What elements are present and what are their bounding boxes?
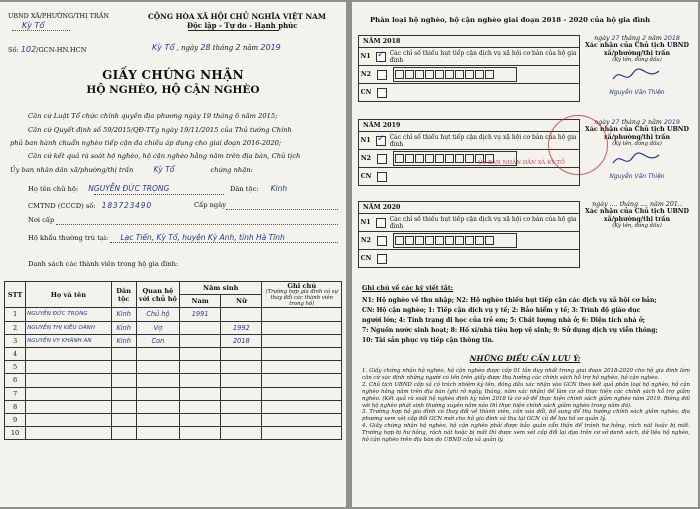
issue-place: Kỳ Tổ [152,43,175,52]
abbrev-line-5: 10: Tài sản phục vụ tiếp cận thông tin. [362,337,494,344]
confirm-title-2018: Xác nhận của Chủ tịch UBND xã/phường/thị trấn [585,42,689,57]
confirm-block-2018 [580,35,694,96]
agency-name-handwritten: Kỳ Tổ [22,21,45,30]
deficit-box[interactable] [455,70,464,79]
signature-2019 [607,149,667,171]
deficit-box[interactable] [395,236,404,245]
basis-line-2: Căn cứ Quyết định số 59/2015/QĐ-TTg ngày 19/11/2015 của Thủ tướng Chính [28,126,292,134]
cell-note [262,400,342,413]
year-box-2020 [358,201,580,268]
cell-name: NGUYỄN THỊ KIỀU OANH [26,321,112,334]
cell-ethnic [111,347,136,360]
certificate-subtitle: HỘ NGHÈO, HỘ CẬN NGHÈO [86,84,260,96]
signature-2018 [607,65,667,87]
number-handwritten: 102 [20,45,37,54]
deficit-box[interactable] [475,70,484,79]
n2-label: N2 [360,237,372,244]
year-value: 201.. [665,201,682,208]
day-value: 27 [611,119,620,126]
residence-row [28,233,285,242]
n1-checkbox-2019[interactable]: ✓ [377,133,385,144]
cell-note [262,374,342,387]
n1-label: N1 [360,53,371,60]
certificate-number-label [8,45,86,54]
cell-ethnic [111,400,136,413]
cell-relation: Vợ [136,321,179,334]
year-box-2018 [358,35,580,102]
cell-stt: 2 [5,321,26,334]
row-cn-2018 [359,84,579,101]
cell-male [180,427,221,440]
basis-line-5 [10,165,253,174]
deficit-box[interactable] [485,70,494,79]
deficit-box[interactable] [445,154,454,163]
deficit-box[interactable] [425,154,434,163]
issue-date-line [152,43,281,52]
ethnic-row [230,184,287,193]
cell-ethnic [111,413,136,426]
number-suffix: /GCN-HN.HCN [36,46,87,54]
col-note-sub: (Trường hợp gia đình có sự thay đổi các thành viên trong hộ) [265,288,338,307]
n1-checkbox-2018[interactable]: ✓ [377,49,385,60]
cell-name: NGUYỄN VY KHÁNH AN [26,334,112,347]
agency-underline [12,30,70,31]
cn-checkbox-2020[interactable] [377,254,387,264]
cell-male [180,334,221,347]
agency-label: UBND XÃ/PHƯỜNG/THỊ TRẤN [8,12,109,20]
year-label-2018: NĂM 2018 [359,36,579,48]
cell-female [221,427,262,440]
residence-label: Hộ khẩu thường trú tại: [28,234,109,242]
table-row [5,334,342,347]
n1-label: N1 [360,137,371,144]
deficit-box[interactable] [405,70,414,79]
deficit-box[interactable] [475,236,484,245]
cell-relation [136,413,179,426]
place-label: Nơi cấp [28,216,55,224]
cell-stt: 1 [5,308,26,321]
cell-note [262,361,342,374]
abbrev-line-4: 7: Nguồn nước sinh hoạt; 8: Hố xí/nhà tiêu hợp vệ sinh; 9: Sử dụng dịch vụ viễn thông; [362,327,658,334]
cell-female [221,387,262,400]
cell-relation [136,361,179,374]
deficit-box[interactable] [445,236,454,245]
row-n1-2018 [359,48,579,66]
cell-stt: 8 [5,400,26,413]
date-label: ngày [594,35,610,42]
cell-male [180,361,221,374]
table-row [5,400,342,413]
cell-ethnic: Kinh [111,308,136,321]
month-label: tháng [621,35,640,42]
ethnic-label: Dân tộc: [230,185,259,193]
cell-relation [136,387,179,400]
deficit-box[interactable] [395,70,404,79]
deficit-box[interactable] [445,70,454,79]
classification-header: Phân loại hộ nghèo, hộ cận nghèo giai đoạn 2018 - 2020 của hộ gia đình [370,16,651,24]
confirm-title-2019: Xác nhận của Chủ tịch UBND xã/phường/thị trấn [585,126,689,141]
deficit-box[interactable] [415,236,424,245]
cell-stt: 4 [5,347,26,360]
deficit-text-2018: Các chỉ số thiếu hụt tiếp cận dịch vụ xã hội cơ bản của hộ gia đình [389,49,577,64]
sign-note-2018: (Ký tên, đóng dấu) [612,57,662,63]
deficit-box[interactable] [485,236,494,245]
basis-line-4: Căn cứ kết quả rà soát hộ nghèo, hộ cận nghèo hằng năm trên địa bàn, Chủ tịch [28,152,301,160]
n2-checkbox-2018[interactable] [377,70,387,80]
deficit-box[interactable] [405,236,414,245]
row-n2-2018 [359,66,579,84]
deficit-box[interactable] [465,70,474,79]
year-value: 2018 [663,35,680,42]
cell-female: 2018 [221,334,262,347]
deficit-box[interactable] [425,70,434,79]
cell-female: 1992 [221,321,262,334]
cn-checkbox-2019[interactable] [377,172,387,182]
deficit-box[interactable] [435,70,444,79]
cell-note [262,427,342,440]
cell-female [221,400,262,413]
year-label: năm [648,119,662,126]
month-label: tháng [619,201,638,208]
cn-label: CN [360,255,372,262]
issue-day-label: , ngày [176,44,199,52]
cn-label: CN [360,89,372,96]
cell-ethnic [111,361,136,374]
day-value: 27 [611,35,620,42]
cn-checkbox-2018[interactable] [377,88,387,98]
col-female: Nữ [221,295,262,308]
residence-value: Lạc Tiến, Kỳ Tổ, huyện Kỳ Anh, tỉnh Hà Tĩnh [120,233,285,242]
holder-name: NGUYỄN ĐỨC TRỌNG [88,184,170,193]
deficit-box[interactable] [455,154,464,163]
n1-checkbox-2020[interactable] [376,218,385,228]
issue-month-label: tháng [212,44,234,52]
basis-line-5-end: chứng nhận: [210,166,253,174]
ethnic-value: Kinh [270,184,288,193]
deficit-box[interactable] [455,236,464,245]
cell-ethnic: Kinh [111,334,136,347]
deficit-box[interactable] [435,236,444,245]
cell-relation [136,374,179,387]
cell-ethnic [111,374,136,387]
issued-label: Cấp ngày [194,201,226,209]
table-row [5,374,342,387]
date-label: ngày [594,119,610,126]
month-value: .... [640,201,649,208]
cell-male: 1991 [180,308,221,321]
issue-year-label: năm [242,44,259,52]
cell-name [26,347,112,360]
col-note [262,282,342,308]
year-label: năm [648,35,662,42]
member-list-title: Danh sách các thành viên trong hộ gia đình: [28,260,179,268]
deficit-box[interactable] [395,154,404,163]
confirm-block-2020 [580,201,694,229]
holder-label: Họ tên chủ hộ: [28,185,79,193]
deficit-box[interactable] [435,154,444,163]
abbrev-line-3: người lớn; 4: Tình trạng đi học của trẻ em; 5: Chất lượng nhà ở; 6: Diện tích nhà ở; [362,317,646,324]
year-label-2020: NĂM 2020 [359,202,579,214]
cell-name [26,413,112,426]
basis-line-3: phủ ban hành chuẩn nghèo tiếp cận đa chiều áp dụng cho giai đoạn 2016-2020; [10,139,282,147]
year-label-2019: NĂM 2019 [359,120,579,132]
row-cn-2020 [359,250,579,267]
cell-note [262,321,342,334]
col-male: Nam [180,295,221,308]
deficit-text-2020: Các chỉ số thiếu hụt tiếp cận dịch vụ xã hội cơ bản của hộ gia đình [389,215,577,230]
n2-checkbox-2019[interactable] [377,154,387,164]
table-row [5,321,342,334]
cell-male [180,413,221,426]
row-n1-2019 [359,132,579,150]
deficit-box[interactable] [405,154,414,163]
deficit-box[interactable] [425,236,434,245]
n2-label: N2 [360,155,372,162]
col-birth-year: Năm sinh [180,282,262,295]
issue-day: 28 [200,43,211,52]
cell-ethnic: Kinh [111,321,136,334]
n1-label: N1 [360,219,371,226]
cell-ethnic [111,387,136,400]
confirm-title-2020: Xác nhận của Chủ tịch UBND xã/phường/thị trấn [585,208,689,223]
issued-underline [226,209,338,210]
nation-title: CỘNG HÒA XÃ HỘI CHỦ NGHĨA VIỆT NAM [148,12,326,21]
table-row [5,361,342,374]
residence-underline [110,242,338,243]
sign-note-2019: (Ký tên, đóng dấu) [612,141,662,147]
deficit-text-2019: Các chỉ số thiếu hụt tiếp cận dịch vụ xã hội cơ bản của hộ gia đình [389,133,577,148]
cell-name: NGUYỄN ĐỨC TRỌNG [26,308,112,321]
table-row [5,347,342,360]
official-seal [548,115,608,175]
cell-stt: 6 [5,374,26,387]
year-value: 2019 [663,119,680,126]
n2-label: N2 [360,71,372,78]
cell-name [26,361,112,374]
cell-note [262,413,342,426]
id-label: CMTND (CCCD) số: [28,202,96,210]
cn-label: CN [360,173,372,180]
abbrev-line-1: N1: Hộ nghèo về thu nhập; N2: Hộ nghèo thiếu hụt tiếp cận các dịch vụ xã hội cơ bản; [362,297,657,304]
cell-male [180,374,221,387]
col-ethnic: Dân tộc [111,282,136,308]
certificate-front-page [0,2,346,507]
col-relation: Quan hệ với chủ hộ [136,282,179,308]
day-value: .... [609,201,618,208]
member-table [4,281,342,440]
notes-heading: NHỮNG ĐIỀU CẦN LƯU Ý: [469,354,581,363]
cell-female [221,308,262,321]
id-value: 183723490 [101,201,152,210]
cell-stt: 3 [5,334,26,347]
issue-year: 2019 [260,43,281,52]
table-row [5,308,342,321]
place-underline [56,224,338,225]
deficit-box[interactable] [415,154,424,163]
col-stt: STT [5,282,26,308]
cell-relation: Chủ hộ [136,308,179,321]
note-item-1: 1. Giấy chứng nhận hộ nghèo, hộ cận nghèo được cấp 01 lần duy nhất trong giai đoạn 2018-2020 cho hộ gia đình làm căn cứ xác định những người có tên trên giấy được thụ hưởng các chính sách hỗ trợ hộ nghèo, hộ cận nghèo. [362,368,690,381]
table-row [5,427,342,440]
abbrev-line-2: CN: Hộ cận nghèo; 1: Tiếp cận dịch vụ y tế; 2: Bảo hiểm y tế; 3: Trình độ giáo dục [362,307,641,314]
cell-female [221,347,262,360]
cell-relation [136,347,179,360]
cell-female [221,361,262,374]
note-item-4: 4. Giấy chứng nhận hộ nghèo, hộ cận nghèo phải được bảo quản cẩn thận để tránh hư hỏng, rách nát hoặc bị mất. Trường hợp bị hư hỏng, rách nát hoặc bị mất thì được xem xét cấp đổi lại dựa trên cơ sở danh sách, dữ liệu hộ nghèo, hộ cận nghèo trên địa bàn do UBND cấp xã quản lý. [362,423,690,444]
seal-text: ỦY BAN NHÂN DÂN XÃ KỲ TỔ [478,160,565,166]
number-prefix: Số: [8,46,19,54]
signer-2018: Nguyễn Văn Thiện [609,89,665,96]
deficit-boxes-2018 [393,67,517,82]
member-table-body [5,308,342,440]
date-label: ngày [592,201,608,208]
row-n1-2020 [359,214,579,232]
cell-stt: 5 [5,361,26,374]
col-note-title: Ghi chú [287,281,317,290]
n2-checkbox-2020[interactable] [377,236,387,246]
certificate-back-page [352,2,698,507]
confirm-date-2020 [580,201,694,208]
cell-relation: Con [136,334,179,347]
cell-stt: 10 [5,427,26,440]
row-n2-2020 [359,232,579,250]
basis-line-5-text: Ủy ban nhân dân xã/phường/thị trấn [10,166,134,174]
cell-name [26,374,112,387]
month-value: 2 [642,35,647,42]
year-label: năm [650,201,664,208]
cell-name [26,400,112,413]
cell-male [180,387,221,400]
certificate-title: GIẤY CHỨNG NHẬN [102,68,244,82]
cell-male [180,400,221,413]
motto-underline [188,30,279,31]
cell-note [262,334,342,347]
cell-ethnic [111,427,136,440]
notes-block [362,368,690,444]
row-cn-2019 [359,168,579,185]
table-row [5,387,342,400]
cell-female [221,374,262,387]
basis-line-1: Căn cứ Luật Tổ chức chính quyền địa phương ngày 19 tháng 6 năm 2015; [28,112,278,120]
note-item-2: 2. Chủ tịch UBND cấp xã có trách nhiệm ký tên, đóng dấu xác nhận vào GCN theo kết quả phân loại hộ nghèo, hộ cận nghèo hằng năm trên địa bàn (ghi rõ ngày, tháng, năm xác nhận) để làm cơ sở thực hiện các chính sách hỗ trợ giảm nghèo. (Kết quả rà soát hộ nghèo định kỳ năm 2018 là cơ sở để thực hiện chính sách giảm nghèo năm 2019. Riêng đối với hộ nghèo phát sinh thường xuyên nằm nào thì thực hiện chính sách giảm nghèo trong năm đó). [362,381,690,409]
cell-relation [136,400,179,413]
deficit-box[interactable] [465,236,474,245]
nation-motto: Độc lập - Tự do - Hạnh phúc [187,21,298,30]
cell-male [180,321,221,334]
cell-stt: 7 [5,387,26,400]
cell-female [221,413,262,426]
cell-note [262,387,342,400]
cell-note [262,308,342,321]
basis-commune-handwritten: Kỳ Tổ [153,165,175,174]
issue-month: 2 [235,43,241,52]
id-row [28,201,152,210]
col-name: Họ và tên [26,282,112,308]
holder-row [28,184,169,193]
cell-name [26,427,112,440]
deficit-boxes-2020 [393,233,517,248]
cell-note [262,347,342,360]
table-row [5,413,342,426]
deficit-box[interactable] [415,70,424,79]
sign-note-2020: (Ký tên, đóng dấu) [612,223,662,229]
note-item-3: 3. Trường hợp hộ gia đình có thay đổi về thành viên, cần xóa đổi, bổ sung để thụ hưởng chính sách giảm nghèo, địa phương xem xét cấp đổi GCN mới cho hộ gia đình và thu lại GCN cũ để lưu hồ sơ quản lý. [362,409,690,423]
month-value: 2 [642,119,647,126]
holder-underline [94,194,224,195]
abbrev-title: Ghi chú về các ký viết tắt: [362,285,454,292]
signer-2019: Nguyễn Văn Thiện [609,173,665,180]
cell-relation [136,427,179,440]
cell-male [180,347,221,360]
confirm-date-2018 [580,35,694,42]
cell-stt: 9 [5,413,26,426]
deficit-box[interactable] [465,154,474,163]
year-box-2019 [358,119,580,186]
cell-name [26,387,112,400]
month-label: tháng [621,119,640,126]
